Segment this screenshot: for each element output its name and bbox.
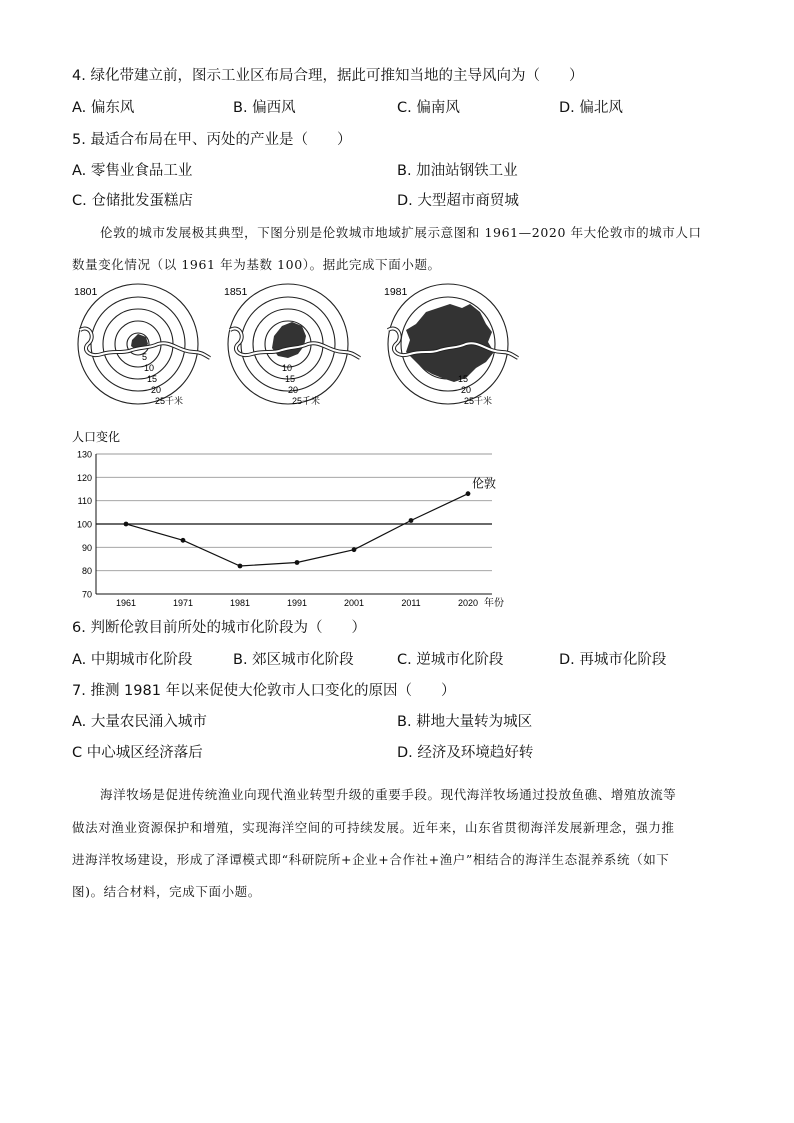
q5-option-c: C. 仓储批发蛋糕店 (72, 193, 193, 209)
y-tick-label: 100 (76, 519, 92, 530)
q7-option-c: C 中心城区经济落后 (72, 745, 203, 761)
ring-label-20: 20 (461, 385, 472, 395)
q4-option-c: C. 偏南风 (397, 100, 460, 116)
city-expansion-maps (60, 282, 530, 412)
urban-area (406, 304, 494, 382)
ring-label-10: 10 (144, 363, 155, 373)
data-point (181, 538, 186, 543)
map-year-label: 1801 (74, 286, 98, 298)
y-tick-label: 70 (81, 589, 92, 600)
map-year-label: 1851 (224, 286, 248, 298)
data-point (409, 518, 414, 523)
q5-option-b: B. 加油站钢铁工业 (397, 163, 518, 179)
london-intro-line2: 数量变化情况（以 1961 年为基数 100）。据此完成下面小题。 (72, 257, 441, 272)
ring-label-10: 10 (282, 363, 293, 373)
expansion-map-1851 (224, 284, 360, 406)
x-tick-label: 1971 (172, 598, 194, 608)
y-tick-label: 130 (76, 449, 92, 460)
ring-label-5: 5 (142, 352, 148, 362)
expansion-map-1801 (74, 284, 210, 406)
ring-label-25: 25千米 (292, 396, 321, 406)
expansion-map-1981 (384, 284, 518, 406)
x-tick-label: 1961 (115, 598, 137, 608)
q7-option-d: D. 经济及环境趋好转 (397, 745, 534, 761)
x-tick-label: 1991 (286, 598, 308, 608)
q6-stem: 6. 判断伦敦目前所处的城市化阶段为（ ） (72, 620, 366, 636)
q6-option-c: C. 逆城市化阶段 (397, 652, 504, 668)
q5-option-a: A. 零售业食品工业 (72, 163, 193, 179)
y-tick-label: 90 (81, 542, 92, 553)
q6-option-d: D. 再城市化阶段 (559, 652, 667, 668)
data-point (124, 522, 129, 527)
series-line (126, 494, 468, 566)
data-point (352, 547, 357, 552)
q7-stem: 7. 推测 1981 年以来促使大伦敦市人口变化的原因（ ） (72, 683, 456, 699)
marine-intro-line1: 海洋牧场是促进传统渔业向现代渔业转型升级的重要手段。现代海洋牧场通过投放鱼礁、增殖放流等 (100, 787, 677, 802)
q4-option-d: D. 偏北风 (559, 100, 623, 116)
q4-stem: 4. 绿化带建立前，图示工业区布局合理，据此可推知当地的主导风向为（ ） (72, 68, 584, 84)
q7-option-a: A. 大量农民涌入城市 (72, 714, 207, 730)
london-intro-line1: 伦敦的城市发展极其典型，下图分别是伦敦城市地域扩展示意图和 1961—2020 年大伦敦市的城市人口 (100, 225, 702, 240)
marine-intro-line4: 图)。结合材料，完成下面小题。 (72, 884, 261, 899)
q4-option-a: A. 偏东风 (72, 100, 135, 116)
data-point (238, 564, 243, 569)
ring-label-15: 15 (147, 374, 158, 384)
marine-intro-line2: 做法对渔业资源保护和增殖，实现海洋空间的可持续发展。近年来，山东省贯彻海洋发展新理念，强力推 (72, 820, 675, 835)
y-axis-label: 人口变化 (72, 430, 121, 444)
x-tick-label: 2011 (401, 598, 421, 608)
ring-label-15: 15 (458, 374, 469, 384)
marine-intro-line3: 进海洋牧场建设，形成了泽谭模式即“科研院所+企业+合作社+渔户”相结合的海洋生态混养系统（如下 (72, 852, 670, 867)
x-tick-label: 2020 (457, 598, 479, 608)
x-tick-label: 1981 (229, 598, 251, 608)
q7-option-b: B. 耕地大量转为城区 (397, 714, 533, 730)
series-label: 伦敦 (472, 476, 497, 491)
data-point (466, 491, 471, 496)
ring-label-20: 20 (288, 385, 299, 395)
x-tick-label: 2001 (343, 598, 365, 608)
ring-label-20: 20 (151, 385, 162, 395)
ring-label-25: 25千米 (155, 396, 184, 406)
q6-option-b: B. 郊区城市化阶段 (233, 652, 354, 668)
x-axis-label: 年份 (484, 598, 504, 609)
population-chart (66, 426, 516, 612)
q5-option-d: D. 大型超市商贸城 (397, 193, 519, 209)
ring-label-15: 15 (285, 374, 296, 384)
q6-option-a: A. 中期城市化阶段 (72, 652, 193, 668)
data-point (295, 560, 300, 565)
q5-stem: 5. 最适合布局在甲、丙处的产业是（ ） (72, 132, 352, 148)
y-tick-label: 80 (81, 566, 92, 577)
ring-label-25: 25千米 (464, 396, 493, 406)
y-tick-label: 110 (77, 496, 92, 507)
y-tick-label: 120 (76, 472, 92, 483)
q4-option-b: B. 偏西风 (233, 100, 296, 116)
map-year-label: 1981 (384, 286, 408, 298)
